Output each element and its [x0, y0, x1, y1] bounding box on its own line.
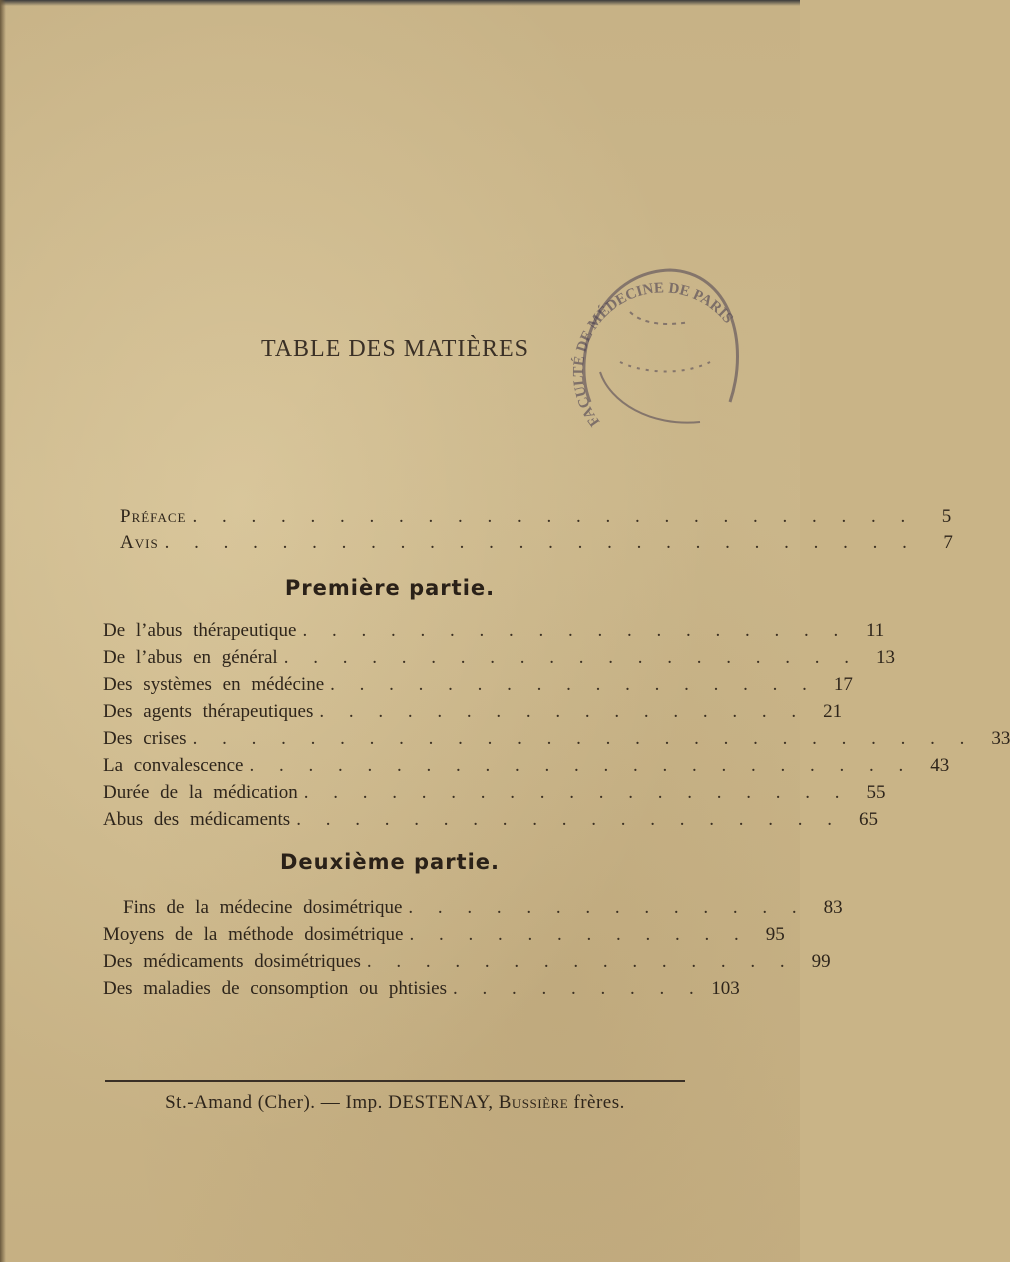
- library-stamp-icon: [560, 252, 750, 472]
- toc-entry-label: La convalescence: [103, 755, 244, 776]
- toc-page-number: 55: [866, 782, 886, 803]
- toc-page-number: 65: [858, 809, 878, 830]
- section-heading-part1: Première partie.: [284, 576, 496, 600]
- imprint-suffix: frères.: [573, 1092, 625, 1113]
- toc-entry: [103, 699, 843, 725]
- toc-entry: [103, 618, 885, 644]
- toc-leader-dots: . . . . . . . . . . . . . . . . . . . . . . . . . . .: [192, 728, 975, 749]
- page-title: TABLE DES MATIÈRES: [260, 336, 530, 362]
- toc-leader-dots: . . . . . . . . . . . . . . . . . . . . . . . . .: [192, 506, 916, 527]
- toc-entry: [103, 922, 785, 948]
- toc-entry-label: Des maladies de consomption ou phtisies: [103, 978, 447, 999]
- toc-entry: [103, 780, 886, 806]
- toc-leader-dots: . . . . . . . . . . . . . . . . .: [330, 674, 817, 695]
- imprint-text: St.-Amand (Cher). — Imp. DESTENAY,: [165, 1092, 494, 1113]
- toc-page-number: 43: [930, 755, 950, 776]
- imprint-printer: Bussière: [498, 1092, 569, 1113]
- toc-entry: [103, 753, 950, 779]
- toc-entry-preface: [120, 504, 952, 530]
- toc-entry: [103, 807, 878, 833]
- toc-page-number: 11: [865, 620, 885, 641]
- toc-leader-dots: . . . . . . . . . . . . . . . . . . .: [302, 620, 849, 641]
- toc-leader-dots: . . . . . . . . .: [452, 978, 704, 999]
- toc-page-number: 17: [833, 674, 853, 695]
- toc-leader-dots: . . . . . . . . . . . . . . . . . . . . . . .: [249, 755, 914, 776]
- toc-leader-dots: . . . . . . . . . . . .: [409, 924, 749, 945]
- toc-entry-label: De l’abus en général: [103, 647, 278, 668]
- toc-leader-dots: . . . . . . . . . . . . . . .: [366, 951, 795, 972]
- toc-page-number: 5: [941, 506, 952, 527]
- toc-page-number: 95: [765, 924, 785, 945]
- stamp-text: FACULTÉ DE MÉDECINE DE PARIS: [570, 280, 736, 430]
- footer-rule: [105, 1080, 685, 1082]
- toc-entry: [103, 976, 740, 1002]
- section-heading-part2: Deuxième partie.: [279, 850, 501, 874]
- toc-page-number: 21: [823, 701, 843, 722]
- toc-entry-label: Des crises: [103, 728, 187, 749]
- toc-entry: [103, 645, 895, 671]
- toc-entry-label: Des agents thérapeutiques: [103, 701, 314, 722]
- toc-leader-dots: . . . . . . . . . . . . . . . . . . .: [303, 782, 850, 803]
- toc-entry-avis: [120, 530, 953, 556]
- toc-page-number: 7: [943, 532, 953, 553]
- toc-entry: [103, 949, 831, 975]
- printer-imprint: [0, 1092, 790, 1114]
- page-top-edge: [0, 0, 800, 6]
- toc-entry-label: Des systèmes en médécine: [103, 674, 325, 695]
- toc-entry-label: Moyens de la méthode dosimétrique: [103, 924, 404, 945]
- toc-page-number: 13: [875, 647, 895, 668]
- toc-page-number: 33: [991, 728, 1010, 749]
- toc-entry-label: Fins de la médecine dosimétrique: [123, 897, 403, 918]
- toc-entry-label: Des médicaments dosimétriques: [103, 951, 361, 972]
- toc-page-number: 83: [823, 897, 843, 918]
- toc-entry-label: De l’abus thérapeutique: [103, 620, 297, 641]
- toc-page-number: 99: [811, 951, 831, 972]
- toc-entry: [123, 895, 843, 921]
- toc-entry-label: Durée de la médication: [103, 782, 298, 803]
- toc-entry: [103, 726, 1010, 752]
- toc-entry: [103, 672, 853, 698]
- toc-entry-label: Abus des médicaments: [103, 809, 291, 830]
- toc-entry-label: Avis: [120, 532, 159, 553]
- toc-leader-dots: . . . . . . . . . . . . . . . . . . .: [296, 809, 842, 830]
- toc-entry-label: Préface: [120, 506, 187, 527]
- toc-page-number: 103: [711, 978, 740, 999]
- toc-leader-dots: . . . . . . . . . . . . . . . . .: [319, 701, 807, 722]
- page-left-edge: [0, 0, 6, 1262]
- toc-leader-dots: . . . . . . . . . . . . . .: [408, 897, 807, 918]
- toc-leader-dots: . . . . . . . . . . . . . . . . . . . . . . . . . .: [164, 532, 917, 553]
- toc-leader-dots: . . . . . . . . . . . . . . . . . . . .: [283, 647, 859, 668]
